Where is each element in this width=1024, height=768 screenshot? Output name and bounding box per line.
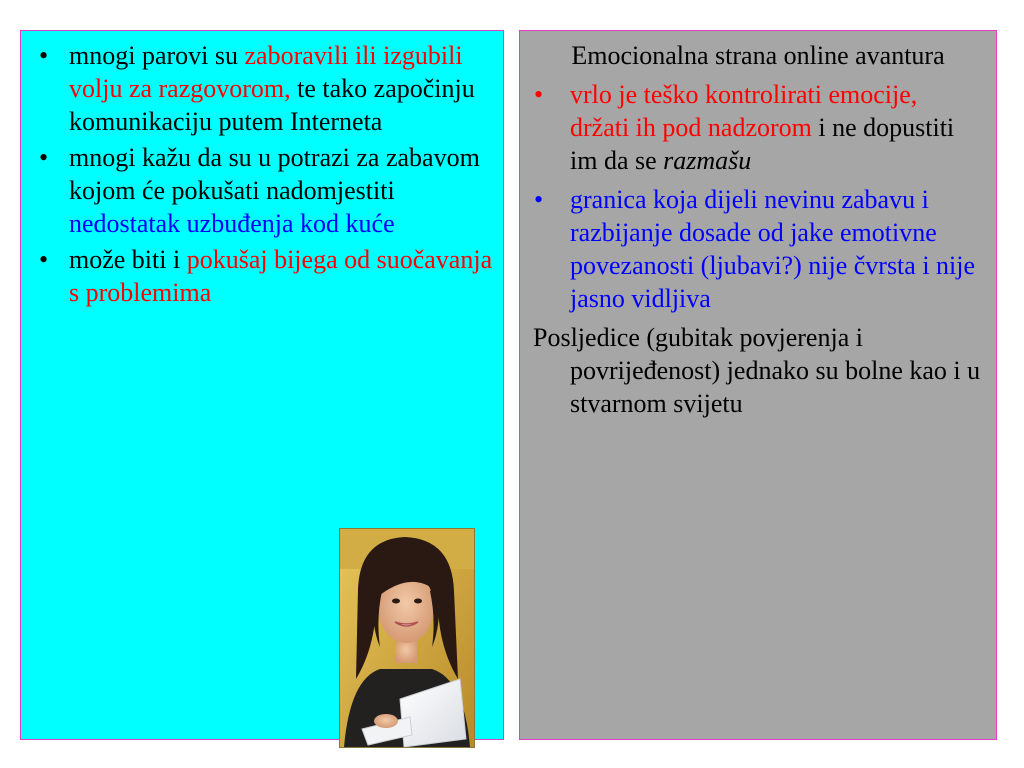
left-bullet-3-text: može biti i bbox=[69, 245, 187, 274]
left-panel bbox=[20, 30, 504, 740]
left-bullet-3-highlight: pokušaj bijega od suočavanja s problemima bbox=[69, 245, 493, 307]
consequence-text: Posljedice (gubitak povjerenja i povrijeđenost) jednako su bolne kao i u stvarnom svijetu bbox=[533, 323, 981, 418]
right-bullet-2 bbox=[520, 183, 982, 315]
left-bullet-1-text: mnogi parovi su bbox=[69, 41, 245, 70]
right-bullet-1-italic: razmašu bbox=[663, 146, 752, 175]
right-bullet-1 bbox=[520, 78, 982, 177]
left-bullet-1-highlight: zaboravili ili izgubili volju za razgovorom, bbox=[69, 41, 463, 103]
left-bullet-list bbox=[35, 39, 495, 312]
woman-with-laptop-photo bbox=[339, 528, 475, 748]
right-panel-title: Emocionalna strana online avantura bbox=[571, 41, 945, 70]
left-bullet-1-text-after: te tako započinju komunikaciju putem Interneta bbox=[69, 74, 475, 136]
left-bullet-2 bbox=[35, 141, 495, 240]
left-bullet-2-highlight: nedostatak uzbuđenja kod kuće bbox=[69, 209, 395, 238]
left-bullet-1 bbox=[35, 39, 495, 138]
right-bullet-2-text: granica koja dijeli nevinu zabavu i razbijanje dosade od jake emotivne povezanosti (ljubavi?) nije čvrsta i nije jasno vidljiva bbox=[570, 185, 976, 313]
left-bullet-3 bbox=[35, 243, 495, 309]
left-bullet-2-text: mnogi kažu da su u potrazi za zabavom kojom će pokušati nadomjestiti bbox=[69, 143, 480, 205]
right-bullet-list bbox=[520, 78, 982, 315]
right-bullet-1-text: i ne dopustiti im da se bbox=[570, 113, 955, 175]
right-bullet-1-highlight: vrlo je teško kontrolirati emocije, držati ih pod nadzorom bbox=[570, 80, 918, 142]
right-panel bbox=[519, 30, 997, 740]
